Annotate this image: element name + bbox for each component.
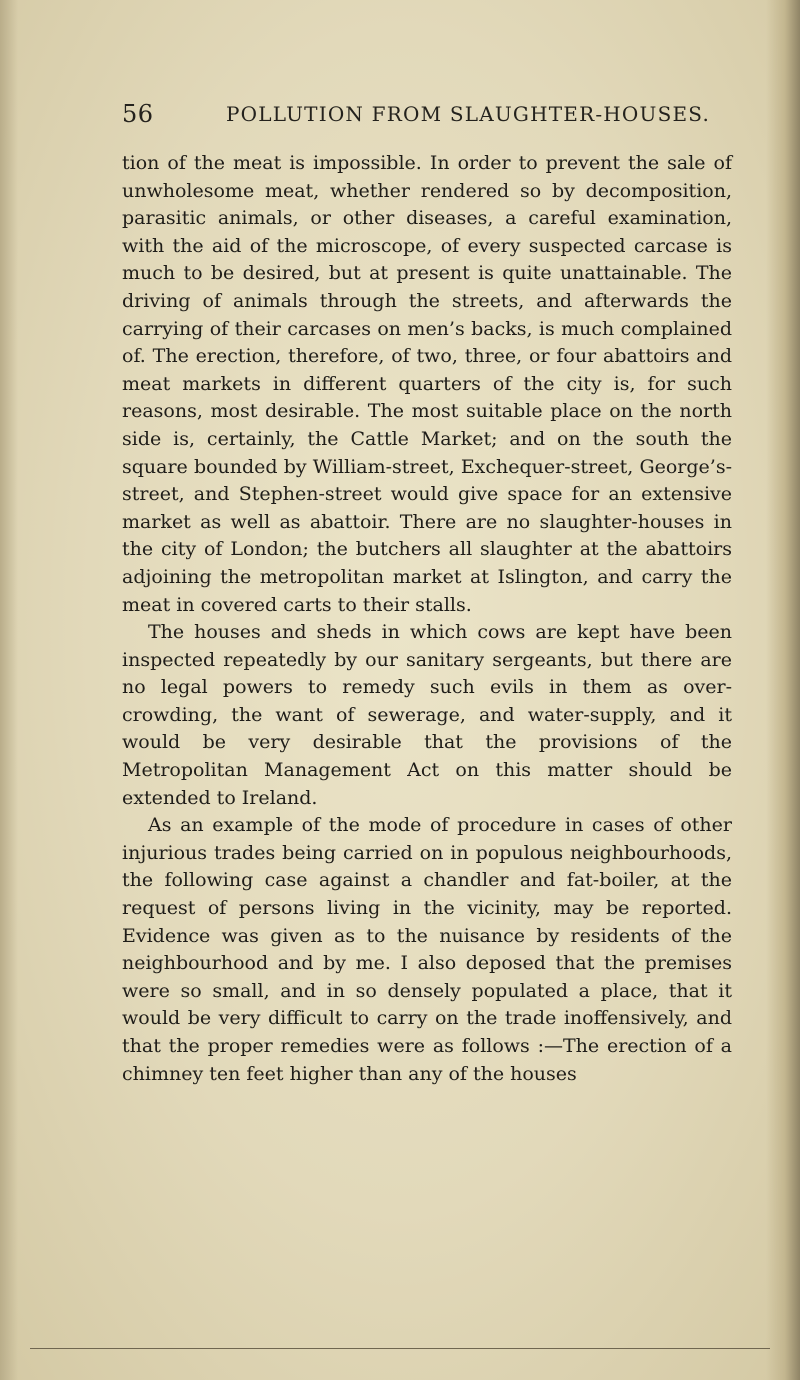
bottom-rule <box>30 1348 770 1349</box>
paragraph-continued: tion of the meat is impossible. In order to prevent the sale of unwholesome meat, whether rendered so by decomposition, parasitic animals, or other diseases, a careful examination, with the aid of the microscope, of every suspected carcase is much to be desired, but at present is quite unattainable. The driving of animals through the streets, and afterwards the carrying of their carcases on men’s backs, is much complained of. The erection, therefore, of two, three, or four abattoirs and meat markets in different quarters of the city is, for such reasons, most desirable. The most suitable place on the north side is, certainly, the Cattle Market; and on the south the square bounded by William-street, Exchequer-street, George’s-street, and Stephen-street would give space for an extensive market as well as abattoir. There are no slaughter-houses in the city of London; the butchers all slaughter at the abattoirs adjoining the metropolitan market at Islington, and carry the meat in covered carts to their stalls. <box>122 152 732 616</box>
paragraph-cow-houses: The houses and sheds in which cows are kept have been inspected repeatedly by our sanitary sergeants, but there are no legal powers to remedy such evils in them as over-crowding, the want of sewerage, and water-supply, and it would be very desirable that the provisions of the Metropolitan Management Act on this matter should be extended to Ireland. <box>122 621 732 809</box>
page-number: 56 <box>122 100 154 128</box>
page-gutter-shadow <box>0 0 18 1380</box>
page-header <box>122 100 742 134</box>
running-head: POLLUTION FROM SLAUGHTER-HOUSES. <box>226 102 711 126</box>
page-edge-shadow <box>766 0 800 1380</box>
paragraph-chandler-case: As an example of the mode of procedure in cases of other injurious trades being carried on in populous neighbourhoods, the following case against a chandler and fat-boiler, at the request of persons living in the vicinity, may be reported. Evidence was given as to the nuisance by residents of the neighbourhood and by me. I also deposed that the premises were so small, and in so densely populated a place, that it would be very difficult to carry on the trade inoffensively, and that the proper remedies were as follows :—The erection of a chimney ten feet higher than any of the houses <box>122 814 732 1085</box>
body-text <box>122 150 732 1088</box>
